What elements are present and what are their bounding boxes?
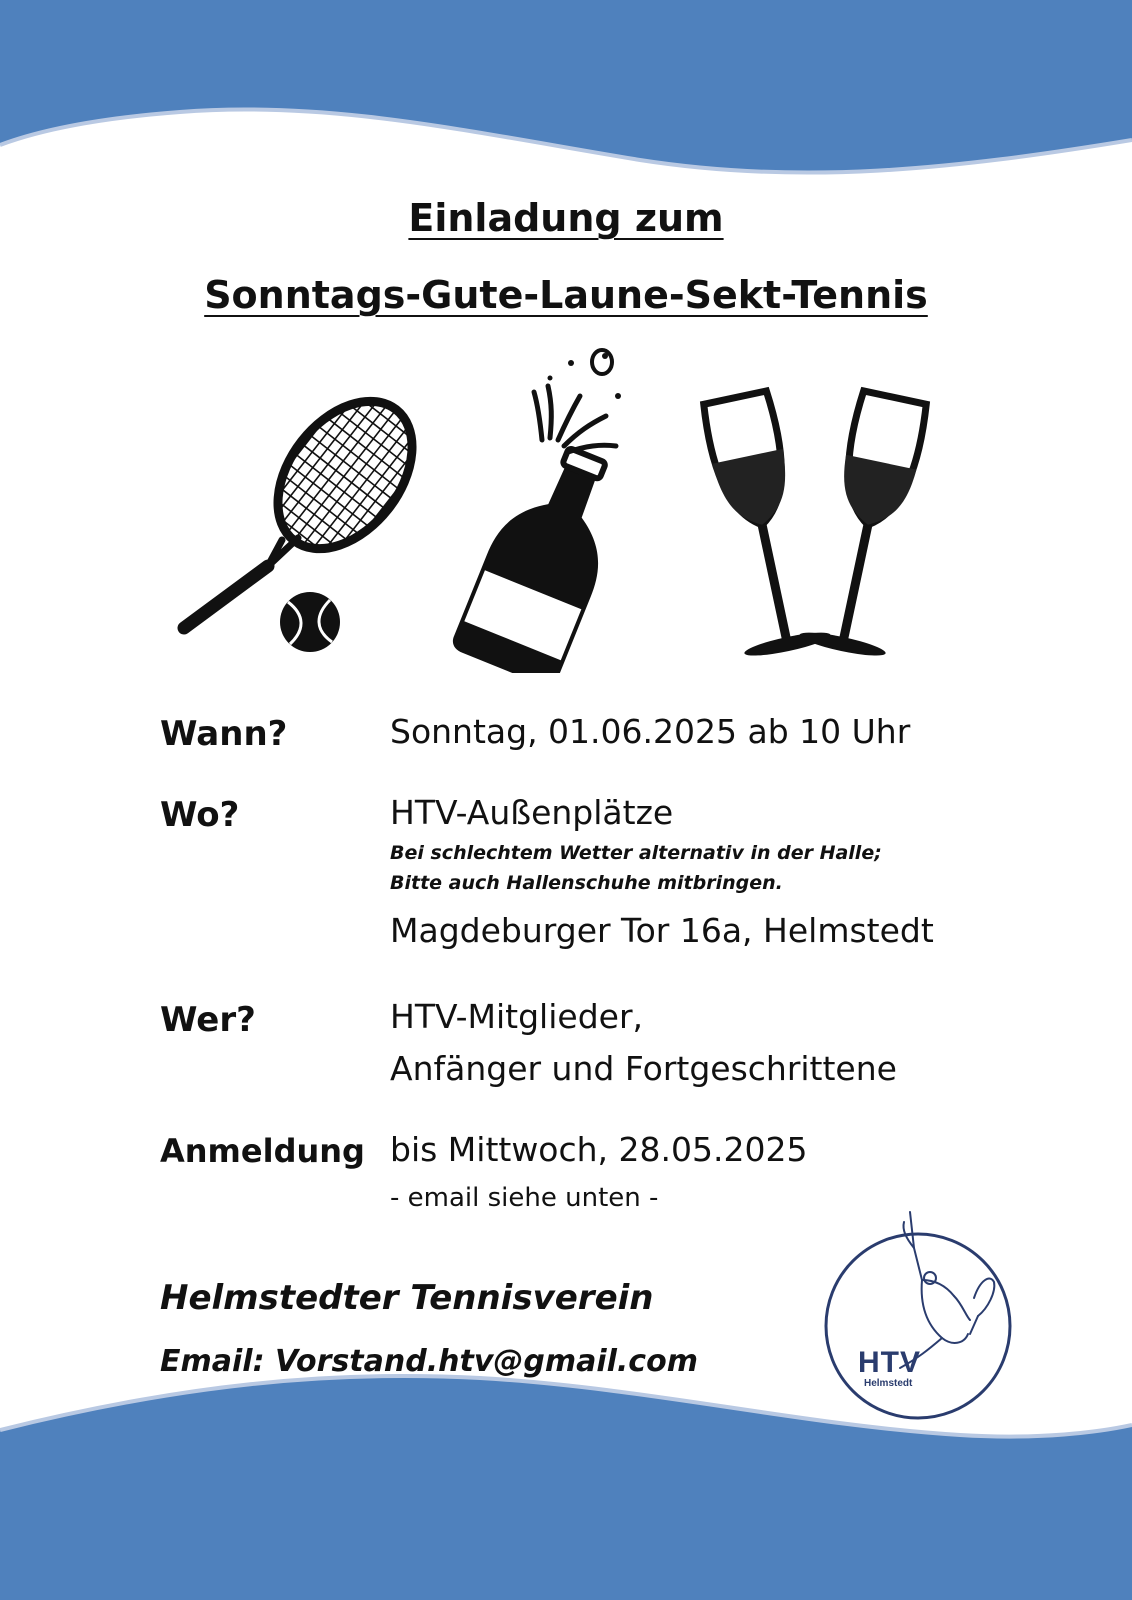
club-email: Email: Vorstand.htv@gmail.com (160, 1344, 698, 1379)
top-wave-band (0, 0, 1132, 180)
htv-logo-text: HTV (858, 1346, 921, 1379)
wer-label: Wer? (160, 1000, 256, 1040)
htv-logo-subtext: Helmstedt (864, 1378, 913, 1389)
champagne-bottle-icon (430, 348, 670, 673)
wer-line2: Anfänger und Fortgeschrittene (390, 1049, 897, 1088)
wo-value: HTV-Außenplätze (390, 793, 674, 832)
anmeldung-label: Anmeldung (160, 1132, 365, 1170)
invitation-title-line2: Sonntags-Gute-Laune-Sekt-Tennis (204, 273, 928, 317)
anmeldung-hint: - email siehe unten - (390, 1183, 659, 1213)
wo-shoes-note: Bitte auch Hallenschuhe mitbringen. (390, 872, 783, 894)
invitation-title-line1: Einladung zum (408, 196, 724, 240)
club-name: Helmstedter Tennisverein (160, 1278, 654, 1318)
htv-logo (818, 1208, 1018, 1423)
wann-label: Wann? (160, 714, 288, 754)
wo-label: Wo? (160, 795, 240, 835)
wo-weather-note: Bei schlechtem Wetter alternativ in der Halle; (390, 842, 882, 864)
wann-value: Sonntag, 01.06.2025 ab 10 Uhr (390, 712, 911, 751)
wo-address: Magdeburger Tor 16a, Helmstedt (390, 911, 934, 950)
champagne-glasses-icon (680, 385, 950, 675)
wer-line1: HTV-Mitglieder, (390, 997, 643, 1036)
anmeldung-value: bis Mittwoch, 28.05.2025 (390, 1130, 808, 1169)
tennis-racket-ball-icon (170, 390, 430, 675)
